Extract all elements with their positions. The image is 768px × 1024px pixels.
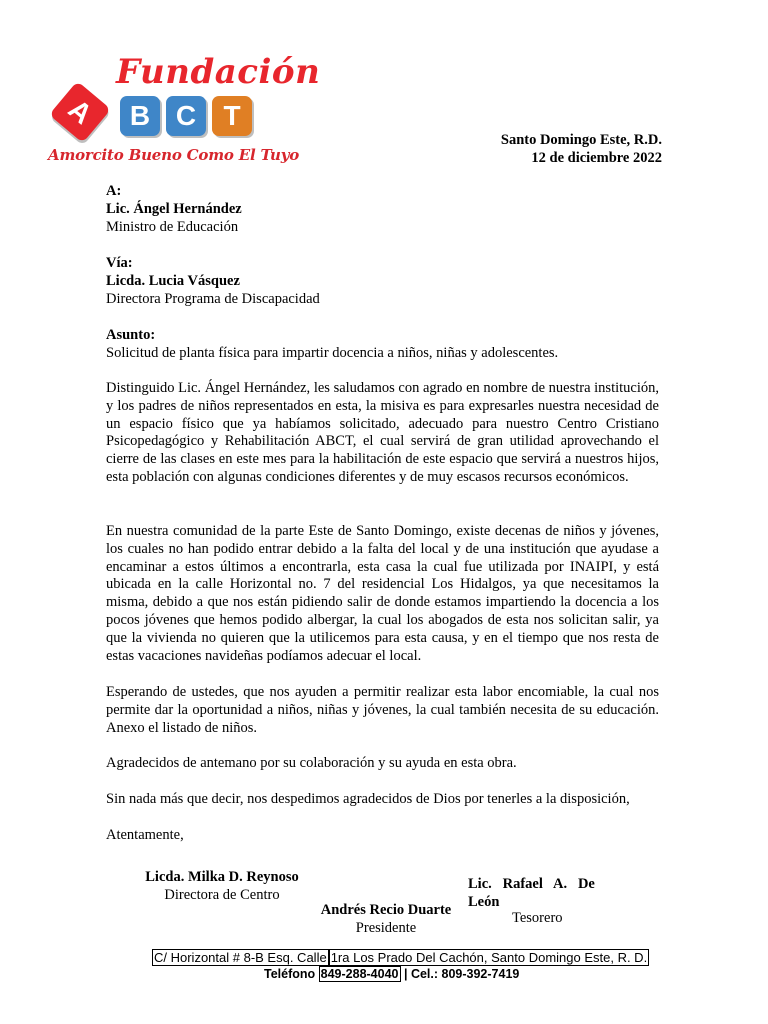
- closing: [106, 827, 659, 845]
- paragraph-2: [106, 523, 659, 665]
- place: Santo Domingo Este, R.D.: [500, 132, 662, 148]
- footer-cell: | Cel.: 809-392-7419: [403, 967, 520, 981]
- signature-president: [306, 901, 466, 937]
- paragraph-1: [106, 380, 659, 487]
- date: 12 de diciembre 2022: [531, 150, 662, 166]
- signature-president-role: Presidente: [355, 920, 417, 936]
- footer-address-part1: C/ Horizontal # 8-B Esq. Calle: [154, 950, 327, 965]
- logo-tile-t: T: [212, 96, 252, 136]
- subject-label: Asunto:: [106, 327, 156, 343]
- paragraph-1-text: Distinguido Lic. Ángel Hernández, les saludamos con agrado en nombre de nuestra institución, y los padres de niños representados en esta, la misiva es para expresarles nuestra necesidad de un espacio físico que ya habíamos solicitado, adecuado para nuestro Centro Cristiano Psicopedagógico y Rehabilitación ABCT, el cual servirá de gran utilidad aprovechando el cierre de las clases en este mes para la habilitación de este espacio que servirá a nuestros hijos, esta población con algunas condiciones diferentes y de muy escasos recursos económicos.: [106, 380, 659, 485]
- signature-treasurer-name-line2: León: [468, 894, 500, 910]
- via-name: Licda. Lucia Vásquez: [106, 272, 240, 289]
- signature-treasurer-name-line1: Lic. Rafael A. De: [468, 876, 595, 892]
- signature-treasurer: [468, 875, 618, 926]
- footer-phone-label: Teléfono: [264, 967, 316, 981]
- footer-address: [152, 949, 649, 966]
- to-label: A:: [106, 183, 122, 199]
- logo-tile-a: A: [49, 81, 111, 143]
- subject-block: [106, 327, 659, 363]
- logo-tile-c: C: [166, 96, 206, 136]
- to-role: Ministro de Educación: [106, 218, 239, 235]
- paragraph-4-text: Agradecidos de antemano por su colaboración y su ayuda en esta obra.: [106, 755, 517, 771]
- via-block: [106, 255, 659, 308]
- paragraph-3-text: Esperando de ustedes, que nos ayuden a permitir realizar esta labor encomiable, la cual nos permite dar la oportunidad a niños, niñas y jóvenes, la cual también necesita de su educación. Anexo el listado de niños.: [106, 684, 659, 736]
- logo-title: Fundación: [116, 52, 321, 92]
- addressee-block: [106, 183, 659, 236]
- footer-phone: 849-288-4040: [320, 967, 399, 981]
- footer-contact: [264, 966, 519, 982]
- signature-director-name: Licda. Milka D. Reynoso: [145, 869, 299, 885]
- paragraph-2-text: En nuestra comunidad de la parte Este de Santo Domingo, existe decenas de niños y jóvenes, los cuales no han podido entrar debido a la falta del local y de una institución que ayudase a encaminar a estos últimos a encontrarla, esta casa la cual fue utilizada por INAIPI, y está ubicada en la calle Horizontal no. 7 del residencial Los Hidalgos, ya que necesitamos la misma, debido a que nos están pidiendo salir de donde estamos impartiendo la docencia a los pocos jóvenes que hemos podido albergar, la cual los abogados de esta nos solicitan salir, ya que la vivienda no quieren que la utilicemos para esta causa, y en el tiempo que nos resta de estas vacaciones navideñas podíamos adecuar el local.: [106, 523, 659, 664]
- subject-text: Solicitud de planta física para impartir docencia a niños, niñas y adolescentes.: [106, 344, 559, 361]
- footer-address-part2: 1ra Los Prado Del Cachón, Santo Domingo Este, R. D.: [330, 950, 648, 965]
- paragraph-5-text: Sin nada más que decir, nos despedimos agradecidos de Dios por tenerles a la disposición,: [106, 791, 630, 807]
- closing-text: Atentamente,: [106, 827, 184, 843]
- via-label: Vía:: [106, 255, 133, 271]
- signature-director-role: Directora de Centro: [164, 887, 280, 903]
- via-role: Directora Programa de Discapacidad: [106, 290, 320, 307]
- paragraph-4: [106, 755, 659, 773]
- signature-treasurer-role: Tesorero: [512, 910, 563, 926]
- logo-tile-b: B: [120, 96, 160, 136]
- foundation-logo: [48, 52, 321, 172]
- logo-slogan: Amorcito Bueno Como El Tuyo: [48, 146, 300, 164]
- paragraph-5: [106, 791, 659, 809]
- paragraph-3: [106, 684, 659, 737]
- to-name: Lic. Ángel Hernández: [106, 200, 242, 217]
- signature-director: [132, 868, 312, 904]
- place-date: [501, 131, 662, 167]
- signature-president-name: Andrés Recio Duarte: [320, 902, 452, 918]
